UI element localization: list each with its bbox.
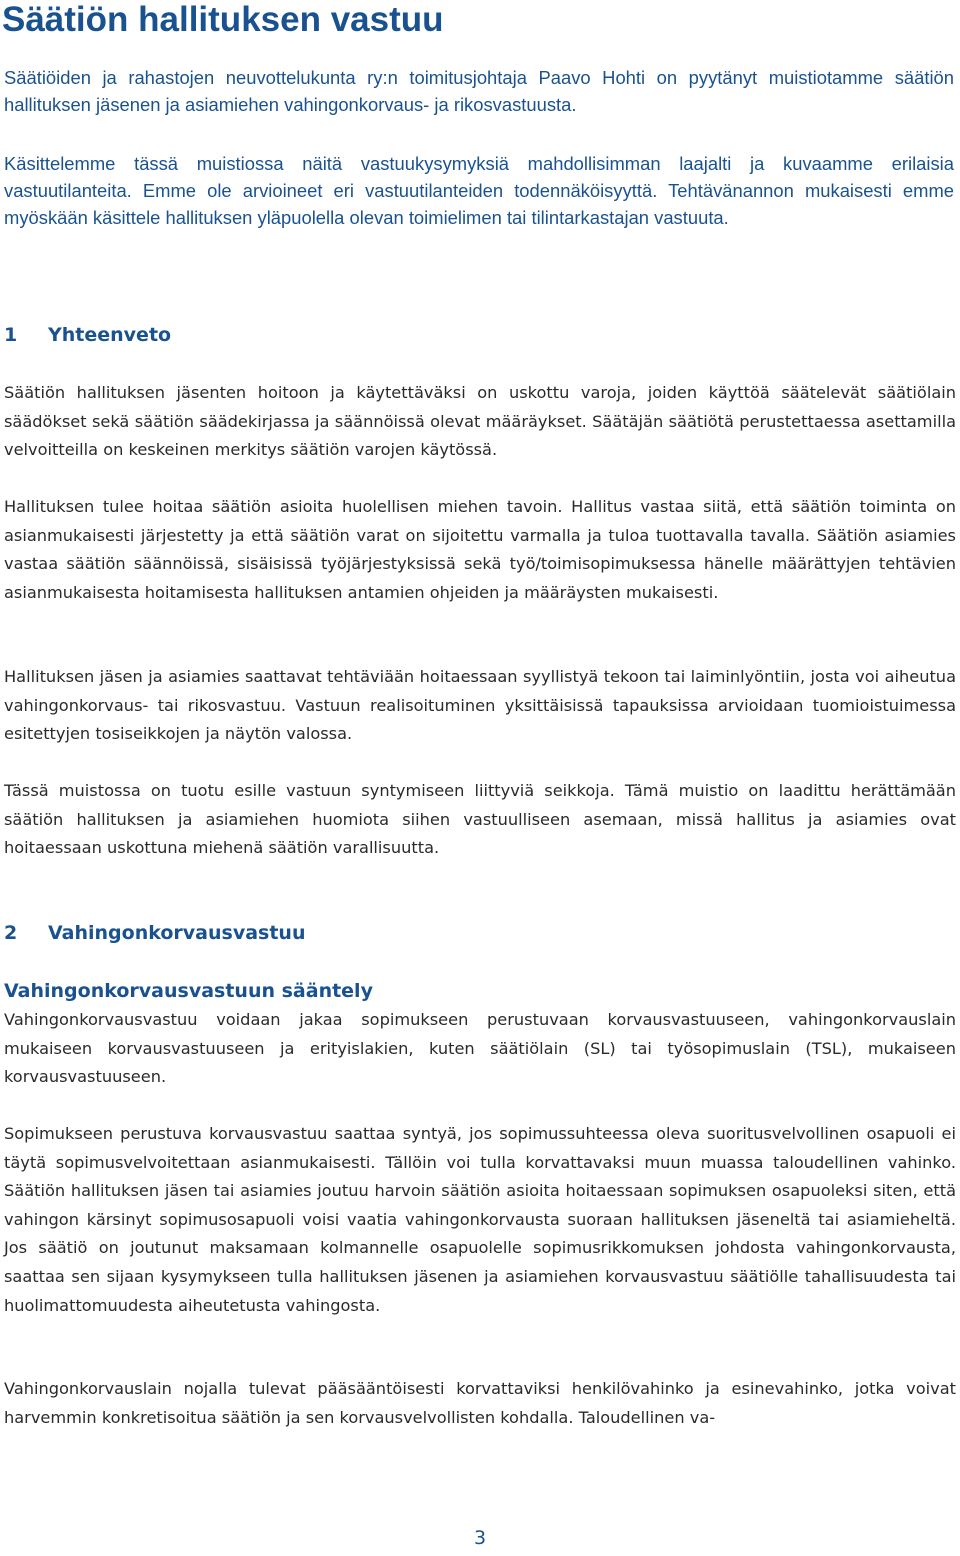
intro-paragraph-1: Säätiöiden ja rahastojen neuvottelukunta ry:n toimitusjohtaja Paavo Hohti on pyytänyt muistiotamme säätiön hallituksen jäsenen ja asiamiehen vahingonkorvaus- ja rikosvastuusta. [4, 67, 954, 115]
section-1-paragraph-3: Hallituksen jäsen ja asiamies saattavat tehtäviään hoitaessaan syyllistyä tekoon tai laiminlyöntiin, josta voi aiheutua vahingonkorvaus- tai rikosvastuu. Vastuun realisoituminen yksittäisissä tapauksissa arvioidaan tuomioistuimessa esitettyjen tosiseikkojen ja näytön valossa. [4, 667, 956, 744]
section-1-paragraph-1: Säätiön hallituksen jäsenten hoitoon ja käytettäväksi on uskottu varoja, joiden käyttöä säätelevät säätiölain säädökset sekä säätiön säädekirjassa ja säännöissä olevat määräykset. Säätäjän säätiötä perustettaessa asettamilla velvoitteilla on keskeinen merkitys säätiön varojen käytössä. [4, 383, 956, 460]
page-title: Säätiön hallituksen vastuu [2, 0, 444, 39]
section-2-heading [4, 921, 305, 945]
section-2-title: Vahingonkorvausvastuu [48, 922, 306, 944]
section-2-number: 2 [4, 922, 18, 944]
section-1-number: 1 [4, 324, 18, 346]
page-number: 3 [473, 1527, 487, 1549]
section-1-paragraph-2: Hallituksen tulee hoitaa säätiön asioita huolellisen miehen tavoin. Hallitus vastaa siitä, että säätiön toiminta on asianmukaisesti järjestetty ja että säätiön varat on sijoitettu varmalla ja tuloa tuottavalla tavalla. Säätiön asiamies vastaa säätiön säännöissä, sisäisissä työjärjestyksissä sekä työ/toimisopimuksessa hänelle määrättyjen tehtävien asianmukaisesta hoitamisesta hallituksen antamien ohjeiden ja määräysten mukaisesti. [4, 497, 956, 602]
intro-paragraph-2: Käsittelemme tässä muistiossa näitä vastuukysymyksiä mahdollisimman laajalti ja kuvaamme erilaisia vastuutilanteita. Emme ole arvioineet eri vastuutilanteiden todennäköisyyttä. Tehtävänannon mukaisesti emme myöskään käsittele hallituksen yläpuolella olevan toimielimen tai tilintarkastajan vastuuta. [4, 153, 954, 228]
section-2-paragraph-1: Vahingonkorvausvastuu voidaan jakaa sopimukseen perustuvaan korvausvastuuseen, vahingonkorvauslain mukaiseen korvausvastuuseen ja erityislakien, kuten säätiölain (SL) tai työsopimuslain (TSL), mukaiseen korvausvastuuseen. [4, 1010, 956, 1087]
section-2-subtitle: Vahingonkorvausvastuun sääntely [4, 980, 373, 1002]
section-1-paragraph-4: Tässä muistossa on tuotu esille vastuun syntymiseen liittyviä seikkoja. Tämä muistio on laadittu herättämään säätiön hallituksen ja asiamiehen huomiota siihen vastuulliseen asemaan, missä hallitus ja asiamies ovat hoitaessaan uskottuna miehenä säätiön varallisuutta. [4, 781, 956, 858]
section-1-heading [4, 323, 171, 347]
section-2-paragraph-2: Sopimukseen perustuva korvausvastuu saattaa syntyä, jos sopimussuhteessa oleva suoritusvelvollinen osapuoli ei täytä sopimusvelvoitettaan asianmukaisesti. Tällöin voi tulla korvattavaksi muun muassa taloudellinen vahinko. Säätiön hallituksen jäsen tai asiamies joutuu harvoin säätiön asioita hoitaessaan sopimuksen osapuoleksi siten, että vahingon kärsinyt sopimusosapuoli voisi vaatia vahingonkorvausta suoraan hallituksen jäseneltä tai asiamieheltä. Jos säätiö on joutunut maksamaan kolmannelle osapuolelle sopimusrikkomuksen johdosta vahingonkorvausta, saattaa sen sijaan kysymykseen tulla hallituksen jäsenen ja asiamiehen korvausvastuu säätiölle tahallisuudesta tai huolimattomuudesta aiheutetusta vahingosta. [4, 1124, 956, 1315]
section-2-paragraph-3: Vahingonkorvauslain nojalla tulevat pääsääntöisesti korvattaviksi henkilövahinko ja esinevahinko, jotka voivat harvemmin konkretisoitua säätiön ja sen korvausvelvollisten kohdalla. Taloudellinen va- [4, 1379, 956, 1427]
section-1-title: Yhteenveto [48, 324, 172, 346]
